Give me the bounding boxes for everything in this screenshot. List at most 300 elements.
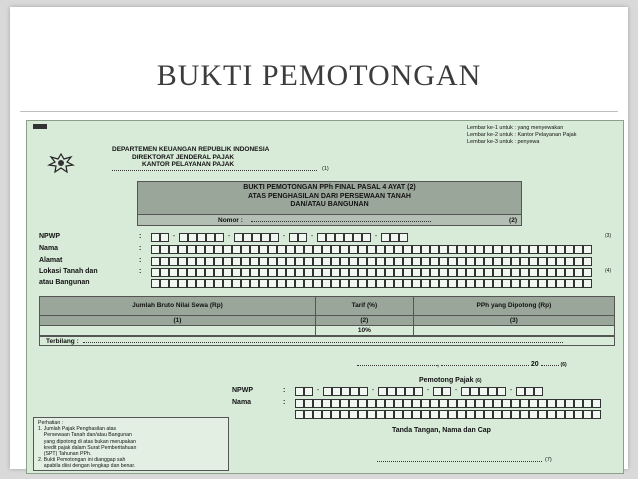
header-line-2: DIREKTORAT JENDERAL PAJAK bbox=[132, 153, 235, 161]
input-box bbox=[439, 268, 448, 277]
input-box bbox=[493, 399, 502, 408]
input-box bbox=[322, 410, 331, 419]
input-box bbox=[394, 245, 403, 254]
input-box bbox=[493, 279, 502, 288]
input-box bbox=[215, 233, 224, 242]
input-box bbox=[556, 245, 565, 254]
input-box bbox=[304, 387, 313, 396]
input-box bbox=[250, 245, 259, 254]
input-box bbox=[376, 410, 385, 419]
input-box bbox=[295, 268, 304, 277]
input-box bbox=[520, 257, 529, 266]
bruto-value-cell bbox=[40, 326, 316, 336]
date-note: (6) bbox=[560, 362, 567, 368]
input-box bbox=[556, 399, 565, 408]
input-box bbox=[502, 257, 511, 266]
input-box bbox=[475, 257, 484, 266]
input-box bbox=[405, 387, 414, 396]
input-box bbox=[268, 257, 277, 266]
perhatian-line: Perhatian : bbox=[38, 420, 64, 426]
input-box bbox=[270, 233, 279, 242]
input-box bbox=[394, 268, 403, 277]
terbilang-label: Terbilang : bbox=[46, 338, 79, 345]
input-box bbox=[223, 257, 232, 266]
input-box bbox=[529, 410, 538, 419]
input-box bbox=[322, 257, 331, 266]
input-box bbox=[412, 268, 421, 277]
input-box bbox=[187, 268, 196, 277]
input-box bbox=[511, 268, 520, 277]
input-box bbox=[160, 233, 169, 242]
input-box bbox=[493, 245, 502, 254]
input-box bbox=[367, 245, 376, 254]
slide-title: BUKTI PEMOTONGAN bbox=[156, 59, 482, 92]
input-box bbox=[511, 410, 520, 419]
input-box bbox=[520, 410, 529, 419]
input-box bbox=[196, 245, 205, 254]
perhatian-line: yang dipotong di atas bukan merupakan bbox=[38, 438, 137, 445]
input-box bbox=[412, 279, 421, 288]
number-2: (2) bbox=[316, 316, 414, 326]
input-box bbox=[403, 245, 412, 254]
input-box bbox=[169, 245, 178, 254]
input-box bbox=[313, 410, 322, 419]
input-box bbox=[412, 257, 421, 266]
input-box bbox=[206, 233, 215, 242]
input-box bbox=[205, 245, 214, 254]
input-box bbox=[466, 410, 475, 419]
input-box bbox=[470, 387, 479, 396]
perhatian-line: 2. Bukti Pemotongan ini dianggap sah bbox=[38, 457, 126, 464]
input-box bbox=[529, 268, 538, 277]
pemotong-nama-label: Nama bbox=[232, 399, 252, 406]
pemotong-label: Pemotong Pajak bbox=[419, 377, 474, 384]
pph-value-cell bbox=[413, 326, 614, 336]
input-box bbox=[196, 279, 205, 288]
input-box bbox=[313, 279, 322, 288]
npwp-boxes bbox=[151, 233, 408, 242]
input-box bbox=[583, 399, 592, 408]
input-box bbox=[516, 387, 525, 396]
input-box bbox=[331, 257, 340, 266]
input-box bbox=[160, 279, 169, 288]
input-box bbox=[344, 233, 353, 242]
input-box bbox=[565, 268, 574, 277]
input-box bbox=[461, 387, 470, 396]
header-bruto: Jumlah Bruto Nilai Sewa (Rp) bbox=[40, 297, 316, 316]
input-box bbox=[241, 279, 250, 288]
input-box bbox=[538, 268, 547, 277]
form-title-line-3: DAN/ATAU BANGUNAN bbox=[290, 201, 369, 208]
input-box bbox=[349, 399, 358, 408]
input-box bbox=[511, 399, 520, 408]
input-box bbox=[385, 268, 394, 277]
input-box bbox=[362, 233, 371, 242]
input-box bbox=[394, 410, 403, 419]
tarif-value-cell: 10% bbox=[316, 326, 414, 336]
input-box bbox=[277, 268, 286, 277]
input-box bbox=[538, 279, 547, 288]
input-box bbox=[538, 399, 547, 408]
input-box bbox=[277, 279, 286, 288]
input-box bbox=[252, 233, 261, 242]
input-box bbox=[178, 257, 187, 266]
input-box bbox=[430, 268, 439, 277]
input-box bbox=[502, 245, 511, 254]
input-box bbox=[565, 399, 574, 408]
date-year: 20 bbox=[530, 361, 539, 368]
input-box bbox=[439, 410, 448, 419]
input-box bbox=[295, 410, 304, 419]
form-header bbox=[112, 146, 269, 169]
input-box bbox=[160, 245, 169, 254]
input-box bbox=[421, 410, 430, 419]
separator-dash: - bbox=[282, 233, 286, 240]
input-box bbox=[341, 387, 350, 396]
input-box bbox=[261, 233, 270, 242]
input-box bbox=[556, 410, 565, 419]
form-title-line-2: ATAS PENGHASILAN DARI PERSEWAAN TANAH bbox=[248, 192, 411, 200]
header-pph: PPh yang Dipotong (Rp) bbox=[413, 297, 614, 316]
input-box bbox=[268, 279, 277, 288]
lembar-1: Lembar ke-1 untuk : yang menyewakan bbox=[467, 125, 564, 131]
input-box bbox=[286, 245, 295, 254]
input-box bbox=[484, 279, 493, 288]
input-box bbox=[289, 233, 298, 242]
input-box bbox=[322, 245, 331, 254]
input-box bbox=[367, 410, 376, 419]
input-box bbox=[250, 257, 259, 266]
tax-table bbox=[39, 296, 615, 336]
pemotong-nama-boxes-1 bbox=[295, 399, 601, 408]
input-box bbox=[394, 279, 403, 288]
input-box bbox=[574, 257, 583, 266]
input-box bbox=[385, 245, 394, 254]
input-box bbox=[565, 410, 574, 419]
header-line-1: DEPARTEMEN KEUANGAN REPUBLIK INDONESIA bbox=[112, 146, 270, 153]
input-box bbox=[387, 387, 396, 396]
input-box bbox=[403, 399, 412, 408]
alamat-label: Alamat bbox=[39, 257, 63, 264]
input-box bbox=[583, 268, 592, 277]
input-box bbox=[547, 279, 556, 288]
input-box bbox=[439, 257, 448, 266]
nomor-row bbox=[137, 215, 522, 226]
input-box bbox=[556, 279, 565, 288]
input-box bbox=[376, 245, 385, 254]
input-box bbox=[295, 279, 304, 288]
input-box bbox=[304, 410, 313, 419]
input-box bbox=[520, 268, 529, 277]
input-box bbox=[448, 279, 457, 288]
input-box bbox=[268, 245, 277, 254]
bangunan-label: atau Bangunan bbox=[39, 279, 90, 286]
input-box bbox=[313, 399, 322, 408]
input-box bbox=[448, 399, 457, 408]
number-3: (3) bbox=[413, 316, 614, 326]
input-box bbox=[331, 399, 340, 408]
input-box bbox=[442, 387, 451, 396]
input-box bbox=[340, 410, 349, 419]
input-box bbox=[349, 279, 358, 288]
input-box bbox=[385, 279, 394, 288]
pemotong-npwp-colon: : bbox=[283, 387, 286, 394]
input-box bbox=[349, 268, 358, 277]
input-box bbox=[592, 410, 601, 419]
header-note: (1) bbox=[322, 166, 329, 172]
input-box bbox=[178, 279, 187, 288]
input-box bbox=[403, 268, 412, 277]
input-box bbox=[475, 268, 484, 277]
input-box bbox=[151, 245, 160, 254]
tax-form-image bbox=[26, 120, 624, 474]
input-box bbox=[457, 257, 466, 266]
input-box bbox=[243, 233, 252, 242]
separator-dash: - bbox=[371, 387, 375, 394]
input-box bbox=[376, 399, 385, 408]
input-box bbox=[457, 410, 466, 419]
input-box bbox=[488, 387, 497, 396]
input-box bbox=[448, 245, 457, 254]
input-box bbox=[367, 268, 376, 277]
input-box bbox=[529, 257, 538, 266]
pemotong-heading bbox=[419, 377, 482, 384]
npwp-colon: : bbox=[139, 233, 142, 240]
input-box bbox=[574, 399, 583, 408]
input-box bbox=[340, 279, 349, 288]
input-box bbox=[378, 387, 387, 396]
input-box bbox=[322, 279, 331, 288]
input-box bbox=[169, 268, 178, 277]
input-box bbox=[381, 233, 390, 242]
input-box bbox=[188, 233, 197, 242]
input-box bbox=[358, 279, 367, 288]
input-box bbox=[286, 279, 295, 288]
form-title-line-1: BUKTI PEMOTONGAN PPh FINAL PASAL 4 AYAT (2) bbox=[243, 184, 416, 191]
input-box bbox=[322, 268, 331, 277]
input-box bbox=[331, 268, 340, 277]
input-box bbox=[205, 279, 214, 288]
title-divider bbox=[20, 111, 618, 112]
perhatian-line: kredit pajak dalam Surat Pemberitahuan bbox=[38, 444, 137, 451]
input-box bbox=[529, 399, 538, 408]
separator-dash: - bbox=[374, 233, 378, 240]
input-box bbox=[304, 399, 313, 408]
input-box bbox=[295, 387, 304, 396]
input-box bbox=[358, 410, 367, 419]
input-box bbox=[295, 257, 304, 266]
input-box bbox=[502, 268, 511, 277]
input-box bbox=[399, 233, 408, 242]
slide bbox=[10, 7, 628, 469]
input-box bbox=[493, 410, 502, 419]
input-box bbox=[574, 410, 583, 419]
input-box bbox=[396, 387, 405, 396]
input-box bbox=[475, 245, 484, 254]
table-header-row bbox=[40, 297, 615, 316]
pemotong-npwp-boxes bbox=[295, 387, 543, 396]
signature-note: (7) bbox=[545, 457, 552, 463]
input-box bbox=[583, 410, 592, 419]
input-box bbox=[412, 245, 421, 254]
input-box bbox=[304, 245, 313, 254]
input-box bbox=[232, 257, 241, 266]
input-box bbox=[298, 233, 307, 242]
input-box bbox=[466, 399, 475, 408]
date-row: , 20 (6) bbox=[357, 361, 567, 368]
table-number-row bbox=[40, 316, 615, 326]
input-box bbox=[317, 233, 326, 242]
input-box bbox=[232, 245, 241, 254]
input-box bbox=[259, 245, 268, 254]
input-box bbox=[304, 279, 313, 288]
input-box bbox=[286, 268, 295, 277]
input-box bbox=[376, 279, 385, 288]
input-box bbox=[421, 245, 430, 254]
nama-colon: : bbox=[139, 245, 142, 252]
input-box bbox=[277, 257, 286, 266]
lembar-notes bbox=[467, 125, 576, 146]
separator-dash: - bbox=[227, 233, 231, 240]
input-box bbox=[295, 399, 304, 408]
input-box bbox=[214, 245, 223, 254]
input-box bbox=[151, 257, 160, 266]
number-1: (1) bbox=[40, 316, 316, 326]
input-box bbox=[350, 387, 359, 396]
input-box bbox=[160, 257, 169, 266]
input-box bbox=[430, 410, 439, 419]
input-box bbox=[304, 268, 313, 277]
input-box bbox=[250, 279, 259, 288]
input-box bbox=[394, 257, 403, 266]
input-box bbox=[583, 279, 592, 288]
input-box bbox=[187, 257, 196, 266]
input-box bbox=[359, 387, 368, 396]
input-box bbox=[403, 279, 412, 288]
input-box bbox=[421, 257, 430, 266]
input-box bbox=[223, 268, 232, 277]
input-box bbox=[484, 245, 493, 254]
lokasi-boxes-2 bbox=[151, 279, 592, 288]
input-box bbox=[367, 399, 376, 408]
input-box bbox=[385, 399, 394, 408]
lokasi-colon: : bbox=[139, 268, 142, 275]
input-box bbox=[479, 387, 488, 396]
input-box bbox=[259, 257, 268, 266]
signature-label: Tanda Tangan, Nama dan Cap bbox=[392, 427, 491, 434]
input-box bbox=[160, 268, 169, 277]
input-box bbox=[538, 410, 547, 419]
input-box bbox=[414, 387, 423, 396]
input-box bbox=[340, 268, 349, 277]
input-box bbox=[187, 279, 196, 288]
input-box bbox=[358, 399, 367, 408]
input-box bbox=[439, 245, 448, 254]
input-box bbox=[457, 399, 466, 408]
input-box bbox=[232, 279, 241, 288]
input-box bbox=[520, 245, 529, 254]
input-box bbox=[214, 257, 223, 266]
input-box bbox=[466, 279, 475, 288]
input-box bbox=[376, 257, 385, 266]
input-box bbox=[583, 245, 592, 254]
input-box bbox=[412, 399, 421, 408]
pemotong-npwp-label: NPWP bbox=[232, 387, 253, 394]
input-box bbox=[466, 245, 475, 254]
separator-dash: - bbox=[426, 387, 430, 394]
input-box bbox=[323, 387, 332, 396]
input-box bbox=[232, 268, 241, 277]
input-box bbox=[529, 245, 538, 254]
input-box bbox=[565, 279, 574, 288]
input-box bbox=[403, 257, 412, 266]
input-box bbox=[592, 399, 601, 408]
input-box bbox=[178, 245, 187, 254]
input-box bbox=[196, 268, 205, 277]
input-box bbox=[340, 245, 349, 254]
nomor-note: (2) bbox=[509, 217, 517, 224]
perhatian-line: apabila diisi dengan lengkap dan benar. bbox=[38, 463, 136, 470]
input-box bbox=[268, 268, 277, 277]
input-box bbox=[326, 233, 335, 242]
input-box bbox=[547, 399, 556, 408]
input-box bbox=[304, 257, 313, 266]
input-box bbox=[538, 257, 547, 266]
separator-dash: - bbox=[310, 233, 314, 240]
input-box bbox=[475, 399, 484, 408]
input-box bbox=[534, 387, 543, 396]
header-line-3: KANTOR PELAYANAN PAJAK bbox=[142, 161, 235, 168]
separator-dash: - bbox=[509, 387, 513, 394]
pemotong-nama-boxes-2 bbox=[295, 410, 601, 419]
input-box bbox=[448, 410, 457, 419]
input-box bbox=[412, 410, 421, 419]
signature-dotted-line bbox=[377, 461, 542, 462]
input-box bbox=[178, 268, 187, 277]
input-box bbox=[390, 233, 399, 242]
input-box bbox=[179, 233, 188, 242]
input-box bbox=[466, 268, 475, 277]
input-box bbox=[556, 257, 565, 266]
input-box bbox=[349, 245, 358, 254]
input-box bbox=[331, 279, 340, 288]
nomor-dotted bbox=[251, 221, 431, 222]
input-box bbox=[574, 268, 583, 277]
pemotong-note: (6) bbox=[475, 378, 482, 384]
lokasi-boxes-1 bbox=[151, 268, 592, 277]
input-box bbox=[457, 279, 466, 288]
input-box bbox=[313, 257, 322, 266]
garuda-emblem-icon bbox=[47, 151, 75, 175]
input-box bbox=[421, 279, 430, 288]
lembar-2: Lembar ke-2 untuk : Kantor Pelayanan Pajak bbox=[467, 132, 577, 138]
input-box bbox=[439, 399, 448, 408]
form-title-banner bbox=[137, 181, 522, 215]
input-box bbox=[525, 387, 534, 396]
input-box bbox=[205, 257, 214, 266]
input-box bbox=[448, 257, 457, 266]
input-box bbox=[475, 410, 484, 419]
input-box bbox=[547, 410, 556, 419]
input-box bbox=[349, 257, 358, 266]
input-box bbox=[565, 257, 574, 266]
input-box bbox=[367, 257, 376, 266]
input-box bbox=[241, 257, 250, 266]
npwp-note: (3) bbox=[605, 233, 612, 239]
nomor-label: Nomor : bbox=[218, 217, 243, 224]
perhatian-line: (SPT) Tahunan PPh. bbox=[38, 451, 92, 458]
input-box bbox=[250, 268, 259, 277]
